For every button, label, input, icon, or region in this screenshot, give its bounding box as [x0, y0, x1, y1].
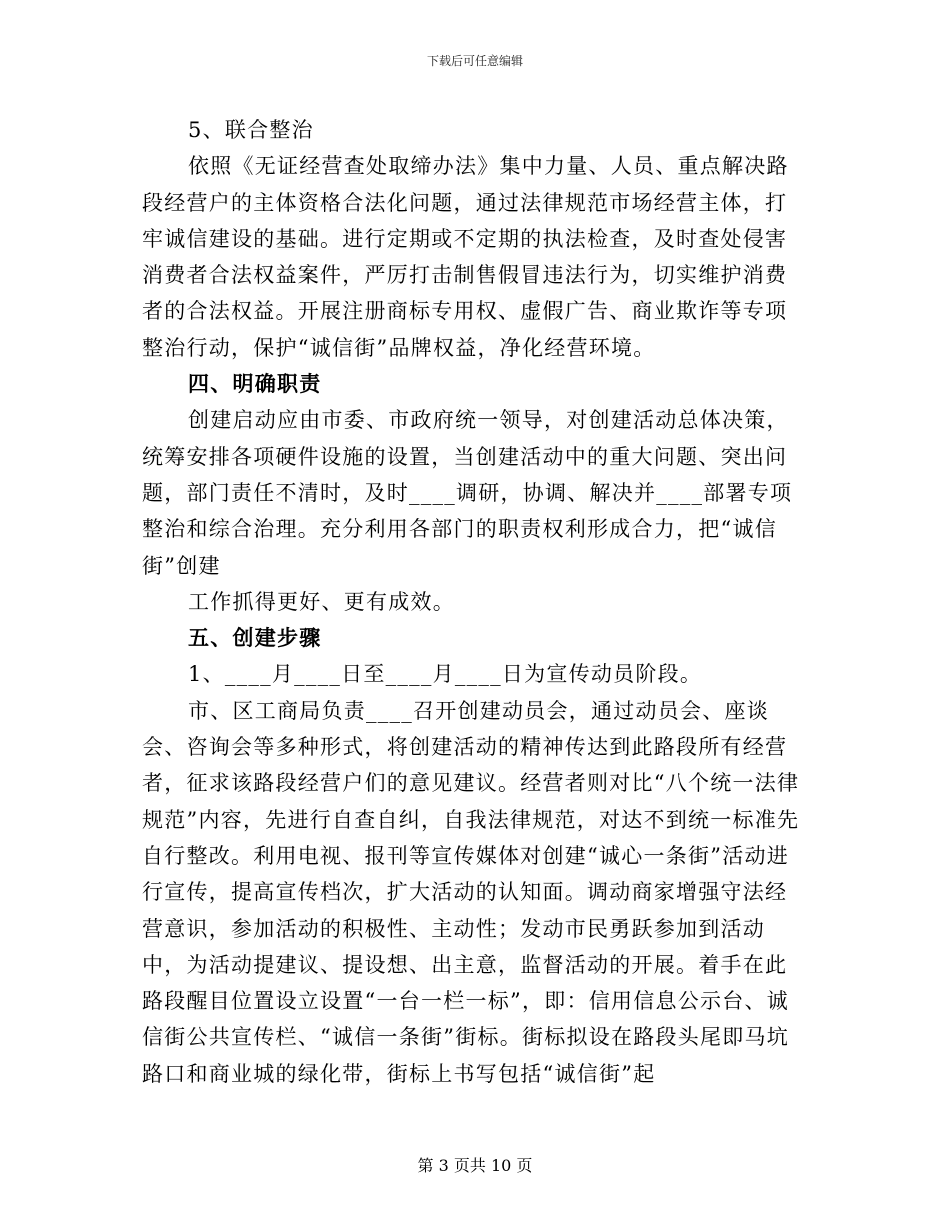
- body-paragraph: 依照《无证经营查处取缔办法》集中力量、人员、重点解决路段经营户的主体资格合法化问题，通过法律规范市场经营主体，打牢诚信建设的基础。进行定期或不定期的执法检查，及时查处侵害消费者合法权益案件，严厉打击制售假冒违法行为，切实维护消费者的合法权益。开展注册商标专用权、虚假广告、商业欺诈等专项整治行动，保护“诚信街”品牌权益，净化经营环境。: [142, 154, 789, 360]
- step-line: 1、____月____日至____月____日为宣传动员阶段。: [188, 662, 703, 687]
- section-subtitle: 5、联合整治: [188, 118, 314, 142]
- body-paragraph: 创建启动应由市委、市政府统一领导，对创建活动总体决策，统筹安排各项硬件设施的设置，当创建活动中的重大问题、突出问题，部门责任不清时，及时____调研，协调、解决并____部署专项整治和综合治理。充分利用各部门的职责权利形成合力，把“诚信街”创建: [142, 408, 793, 578]
- page-header: 下载后可任意编辑: [426, 54, 523, 68]
- section-heading: 五、创建步骤: [188, 625, 322, 651]
- document-body: [142, 112, 802, 1092]
- body-paragraph: 工作抓得更好、更有成效。: [188, 589, 455, 614]
- section-heading: 四、明确职责: [188, 371, 322, 397]
- page-footer: 第 3 页共 10 页: [417, 1156, 533, 1175]
- body-paragraph: 市、区工商局负责____召开创建动员会，通过动员会、座谈会、咨询会等多种形式，将创建活动的精神传达到此路段所有经营者，征求该路段经营户们的意见建议。经营者则对比“八个统一法律规范”内容，先进行自查自纠，自我法律规范，对达不到统一标准先自行整改。利用电视、报刊等宣传媒体对创建“诚心一条街”活动进行宣传，提高宣传档次，扩大活动的认知面。调动商家增强守法经营意识，参加活动的积极性、主动性；发动市民勇跃参加到活动中，为活动提建议、提设想、出主意，监督活动的开展。着手在此路段醒目位置设立设置“一台一栏一标”，即：信用信息公示台、诚信街公共宣传栏、“诚信一条街”街标。街标拟设在路段头尾即马坑路口和商业城的绿化带，街标上书写包括“诚信街”起: [142, 698, 800, 1086]
